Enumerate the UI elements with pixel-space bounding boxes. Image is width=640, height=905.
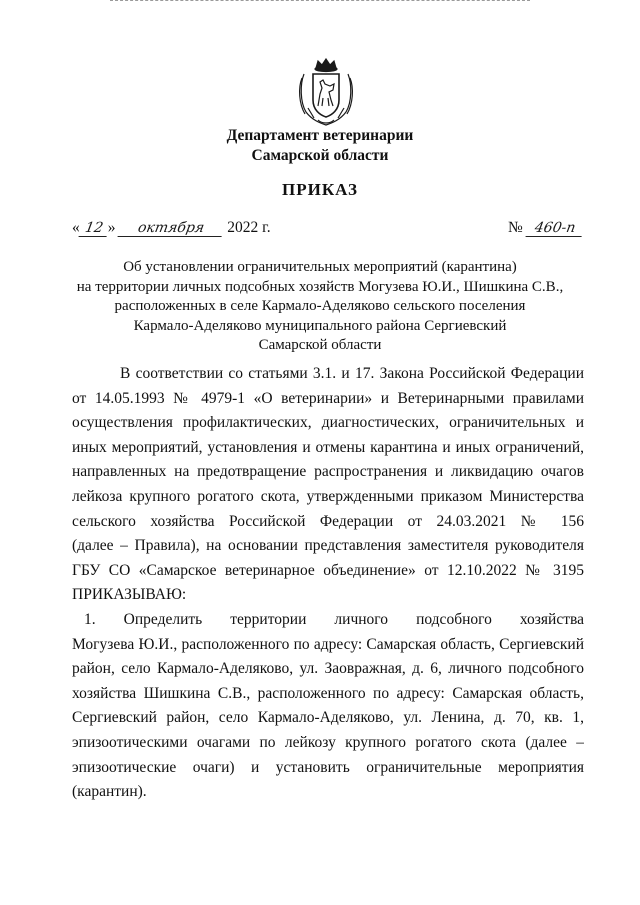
document-date: « 12 » октября 2022 г. — [72, 219, 271, 236]
body-line: направленных на предотвращение распространения и ликвидацию очагов — [72, 463, 584, 481]
scan-top-edge — [110, 0, 530, 2]
org-name-line1: Департамент ветеринарии — [226, 127, 414, 144]
body-line: ПРИКАЗЫВАЮ: — [72, 586, 187, 604]
subject-line: Об установлении ограничительных мероприятий (карантина) — [123, 259, 517, 275]
document-body — [72, 362, 584, 805]
body-line: лейкоза крупного рогатого скота, утвержденными приказом Министерства — [72, 487, 584, 505]
body-line: сельского хозяйства Российской Федерации от 24.03.2021 № 156 — [72, 512, 584, 530]
clause-1-line: район, село Кармало-Аделяково, ул. Заовражная, д. 6, личного подсобного — [72, 660, 584, 678]
body-line: ГБУ СО «Самарское ветеринарное объединение» от 12.10.2022 № 3195 — [72, 561, 584, 579]
number-sign: № — [508, 219, 523, 236]
document-number — [508, 219, 583, 237]
clause-1-line: эпизоотическими очагами по лейкозу крупного рогатого скота (далее – — [72, 733, 584, 751]
subject-line: Самарской области — [258, 337, 382, 353]
org-name-line2: Самарской области — [251, 147, 389, 164]
document-subject — [60, 258, 580, 356]
body-line: (далее – Правила), на основании представления заместителя руководителя — [72, 537, 584, 555]
clause-1-line: Могузева Ю.И., расположенного по адресу: Самарская область, Сергиевский — [72, 635, 584, 653]
clause-1-line: эпизоотические очаги) и установить ограничительные мероприятия — [72, 758, 584, 776]
number-value: 460-п — [525, 220, 584, 237]
clause-1-line: Сергиевский район, село Кармало-Аделяково, ул. Ленина, д. 70, кв. 1, — [72, 709, 584, 727]
date-year: 2022 г. — [227, 219, 271, 236]
date-day: 12 — [78, 220, 109, 237]
subject-line: расположенных в селе Кармало-Аделяково сельского поселения — [114, 298, 526, 314]
body-line: иных мероприятий, установления и отмены карантина и иных ограничений, — [72, 438, 584, 456]
clause-1-line: хозяйства Шишкина С.В., расположенного по адресу: Самарская область, — [72, 684, 584, 702]
document-title: ПРИКАЗ — [282, 180, 358, 199]
subject-line: на территории личных подсобных хозяйств Могузева Ю.И., Шишкина С.В., — [76, 278, 564, 295]
body-line: В соответствии со статьями 3.1. и 17. Закона Российской Федерации — [120, 365, 584, 382]
body-line: осуществления профилактических, диагностических, ограничительных и — [72, 414, 584, 432]
subject-line: Кармало-Аделяково муниципального района Сергиевский — [133, 317, 507, 334]
samara-coat-of-arms-icon — [296, 58, 356, 126]
body-line: от 14.05.1993 № 4979-1 «О ветеринарии» и Ветеринарными правилами — [72, 389, 584, 407]
clause-1-line: 1. Определить территории личного подсобного хозяйства — [84, 610, 584, 628]
clause-1-line: (карантин). — [72, 783, 147, 801]
date-month: октября — [118, 220, 225, 237]
